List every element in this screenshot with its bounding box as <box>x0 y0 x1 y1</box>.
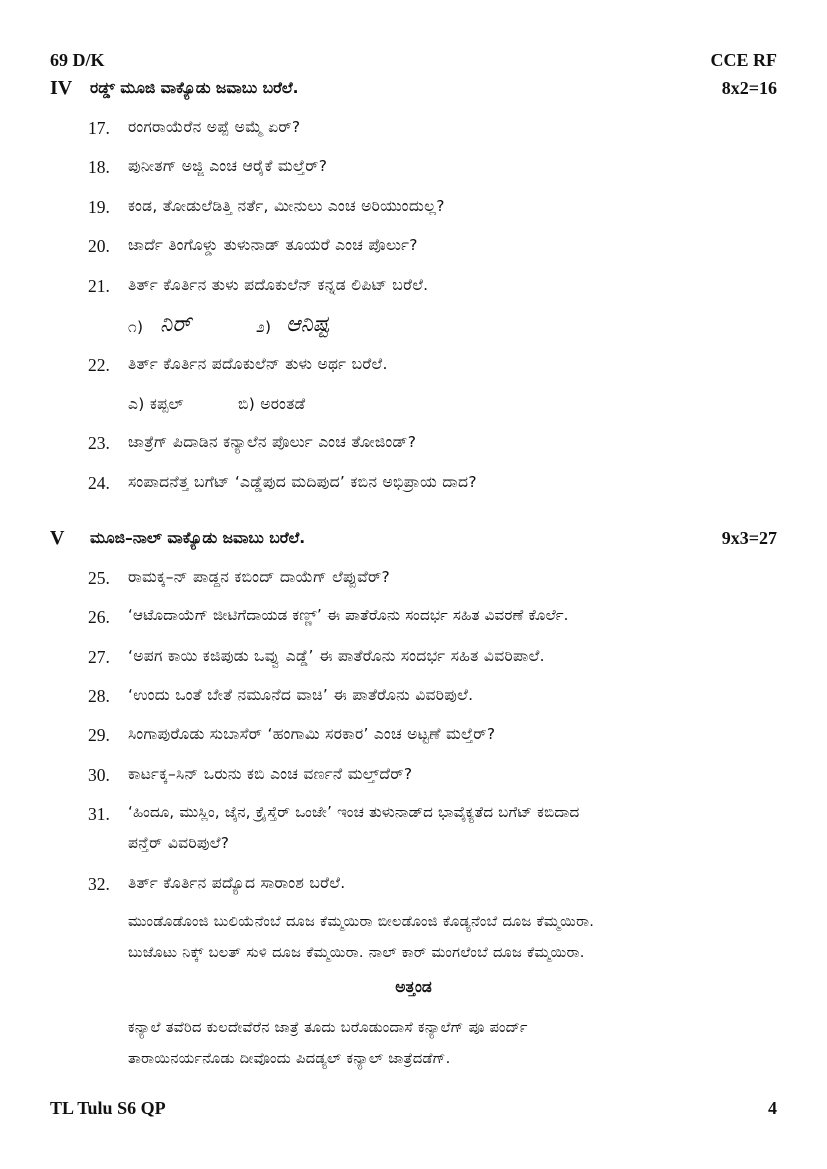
question-29 <box>0 725 827 751</box>
question-28 <box>0 686 827 712</box>
or-heading: ಅತ್ತಂಡ <box>395 978 432 996</box>
question-number: 22. <box>88 355 110 375</box>
page-number: 4 <box>768 1098 777 1118</box>
question-number: 29. <box>88 725 110 745</box>
question-text: ಜಾರ್ದೆ ತಿಂಗೊಳ್ಡು ತುಳುನಾಡ್ ತೂಯರೆ ಎಂಚ ಪೊರ್ಲು? <box>128 236 418 254</box>
question-text: ಕಂಡ, ತೋಡುಲೆಡಿತ್ತಿ ನರ್ತೆ, ಮೀನುಲು ಎಂಚ ಅರಿಯುಂದುಲ್ಲ? <box>128 197 445 215</box>
question-text: ಕಾರ್ಟಕ್ಕ–ಸಿನ್ ಒರುನು ಕಬಿ ಎಂಚ ವರ್ಣನೆ ಮಲ್ತ್‌ದೆರ್? <box>128 765 413 783</box>
question-30 <box>0 765 827 791</box>
question-number: 20. <box>88 236 110 256</box>
question-number: 25. <box>88 568 110 588</box>
question-26 <box>0 607 827 633</box>
question-22-options <box>0 395 827 421</box>
alt-line: ತಾರಾಯಿನರ್ಯನೊಡು ದೀವೊಂದು ಪಿದಡ್ಯಲ್ ಕನ್ಯಾಲ್ ಜಾತ್ರೆದಡೆಗ್. <box>128 1050 451 1067</box>
question-23 <box>0 433 827 459</box>
question-number: 30. <box>88 765 110 785</box>
question-text: ಪುನೀತಗ್ ಅಜ್ಜಿ ಎಂಚ ಆರೈಕೆ ಮಲ್ತೆರ್? <box>128 157 328 175</box>
question-number: 23. <box>88 433 110 453</box>
question-number: 24. <box>88 473 110 493</box>
question-number: 28. <box>88 686 110 706</box>
section-iv-marks: 8x2=16 <box>721 78 777 98</box>
alt-line: ಕನ್ಯಾಲೆ ತವೆರಿದ ಕುಲದೇವೆರೆನ ಜಾತ್ರೆ ತೂದು ಬರೊಡುಂದಾಸೆ ಕನ್ಯಾಲೆಗ್ ಪೂ ಪಂರ್ದ್ <box>128 1019 528 1036</box>
question-text-line2: ಪನ್ತೆರ್ ವಿವರಿಪುಲೆ? <box>128 834 230 852</box>
question-number: 31. <box>88 804 110 824</box>
question-text: ಸಂಪಾದನೆತ್ತ ಬಗೆಟ್ ‘ಎಡ್ಡೆಪುದ ಮದಿಪುದ’ ಕಬಿನ ಅಭಿಪ್ರಾಯ ದಾದ? <box>128 473 477 491</box>
question-text: ತಿರ್ತ್ ಕೊರ್ತಿನ ಪದ್ಯೊದ ಸಾರಾಂಶ ಬರೆಲೆ. <box>128 874 346 892</box>
question-17 <box>0 118 827 144</box>
question-number: 19. <box>88 197 110 217</box>
option-word-handwritten: ಆನಿಷ್ಟ <box>286 312 330 337</box>
alternative-question <box>128 1012 778 1074</box>
question-21 <box>0 276 827 302</box>
header-code: 69 D/K <box>50 50 105 70</box>
question-22 <box>0 355 827 381</box>
question-number: 17. <box>88 118 110 138</box>
question-number: 26. <box>88 607 110 627</box>
question-text: ತಿರ್ತ್ ಕೊರ್ತಿನ ತುಳು ಪದೊಕುಲೆನ್ ಕನ್ನಡ ಲಿಪಿಟ್ ಬರೆಲೆ. <box>128 276 429 294</box>
question-27 <box>0 647 827 673</box>
question-number: 32. <box>88 874 110 894</box>
question-text-line1: ‘ಹಿಂದೂ, ಮುಸ್ಲಿಂ, ಜೈನ, ಕ್ರೈಸ್ತೆರ್ ಒಂಜೇ’ ಇಂಚ ತುಳುನಾಡ್‌ದ ಭಾವೈಕ್ಯತೆದ ಬಗೆಟ್ ಕಬಿದಾದ <box>128 804 580 821</box>
option-label: ೧) <box>128 318 144 336</box>
question-text: ಜಾತ್ರೆಗ್ ಪಿದಾಡಿನ ಕನ್ಯಾಲೆನ ಪೊರ್ಲು ಎಂಚ ತೋಜಿಂಡ್? <box>128 433 417 451</box>
question-21-options <box>0 312 827 346</box>
question-25 <box>0 568 827 594</box>
question-20 <box>0 236 827 262</box>
option-a: ಎ) ಕಪ್ಪಲ್ <box>128 395 184 413</box>
question-19 <box>0 197 827 223</box>
section-iv-title: ರಡ್ಡ್ ಮೂಜಿ ವಾಕ್ಯೊಡು ಜವಾಬು ಬರೆಲೆ. <box>90 79 299 97</box>
question-text: ಸಿಂಗಾಪುರೊಡು ಸುಬಾಸೆರ್ ‘ಹಂಗಾಮಿ ಸರಕಾರ’ ಎಂಚ ಅಟ್ಟಣೆ ಮಲ್ತೆರ್? <box>128 725 496 743</box>
header-board: CCE RF <box>710 50 777 70</box>
section-v-title: ಮೂಜಿ–ನಾಲ್ ವಾಕ್ಯೊಡು ಜವಾಬು ಬರೆಲೆ. <box>90 529 306 547</box>
question-text: ರಾಮಕ್ಕ–ನ್ ಪಾಡ್ದನ ಕಬಿಂದ್ ದಾಯೆಗ್ ಲೆಪ್ಪುವೆರ್? <box>128 568 391 586</box>
question-31 <box>0 804 827 860</box>
section-v-marks: 9x3=27 <box>721 528 777 548</box>
section-v-roman: V <box>50 527 65 549</box>
question-number: 27. <box>88 647 110 667</box>
question-text: ‘ಅಪಗ ಕಾಯಿ ಕಜಿಪುಡು ಒವ್ವು ಎಡ್ಡೆ’ ಈ ಪಾತೆರೊನು ಸಂದರ್ಭ ಸಹಿತ ವಿವರಿಪಾಲೆ. <box>128 647 545 665</box>
poem-line: ಬುಜೊಟು ನಿಕ್ಕ್ ಬಲತ್ ಸುಳಿ ದೂಜ ಕೆಮ್ಮಯಿರಾ. ನಾಲ್ ಕಾರ್ ಮಂಗಲೆಂಬೆ ದೂಜ ಕೆಮ್ಮಯಿರಾ. <box>128 944 585 961</box>
question-18 <box>0 157 827 183</box>
question-32 <box>0 874 827 900</box>
section-iv-roman: IV <box>50 77 73 99</box>
poem-line: ಮುಂಡೊಡೊಂಜಿ ಬುಲಿಯೆನೆಂಬೆ ದೂಜ ಕೆಮ್ಮಯಿರಾ ಬೀಲಡೊಂಜಿ ಕೊಡ್ಯನೆಂಬೆ ದೂಜ ಕೆಮ್ಮಯಿರಾ. <box>128 913 595 930</box>
question-text: ‘ಆಟೊದಾಯೆಗ್ ಜೀಟಿಗೆದಾಯಡ ಕಣ್ಣ್’ ಈ ಪಾತೆರೊನು ಸಂದರ್ಭ ಸಹಿತ ವಿವರಣೆ ಕೊರ್ಲೆ. <box>128 607 569 624</box>
question-text: ರಂಗರಾಯೆರೆನ ಅಪ್ಪೆ ಅಮ್ಮೆ ಏರ್? <box>128 118 301 136</box>
poem-excerpt <box>128 906 778 968</box>
question-text: ತಿರ್ತ್ ಕೊರ್ತಿನ ಪದೊಕುಲೆನ್ ತುಳು ಅರ್ಥ ಬರೆಲೆ. <box>128 355 388 373</box>
option-label: ೨) <box>256 318 272 336</box>
option-word-handwritten: ನಿರ್ <box>160 312 191 337</box>
footer-paper-code: TL Tulu S6 QP <box>50 1098 166 1118</box>
question-number: 18. <box>88 157 110 177</box>
question-text: ‘ಉಂದು ಒಂತೆ ಬೇತೆ ನಮೂನೆದ ವಾಚಿ’ ಈ ಪಾತೆರೊನು ವಿವರಿಪುಲೆ. <box>128 686 474 704</box>
question-number: 21. <box>88 276 110 296</box>
question-24 <box>0 473 827 499</box>
option-b: ಬಿ) ಅರಂತಡೆ <box>238 395 306 413</box>
